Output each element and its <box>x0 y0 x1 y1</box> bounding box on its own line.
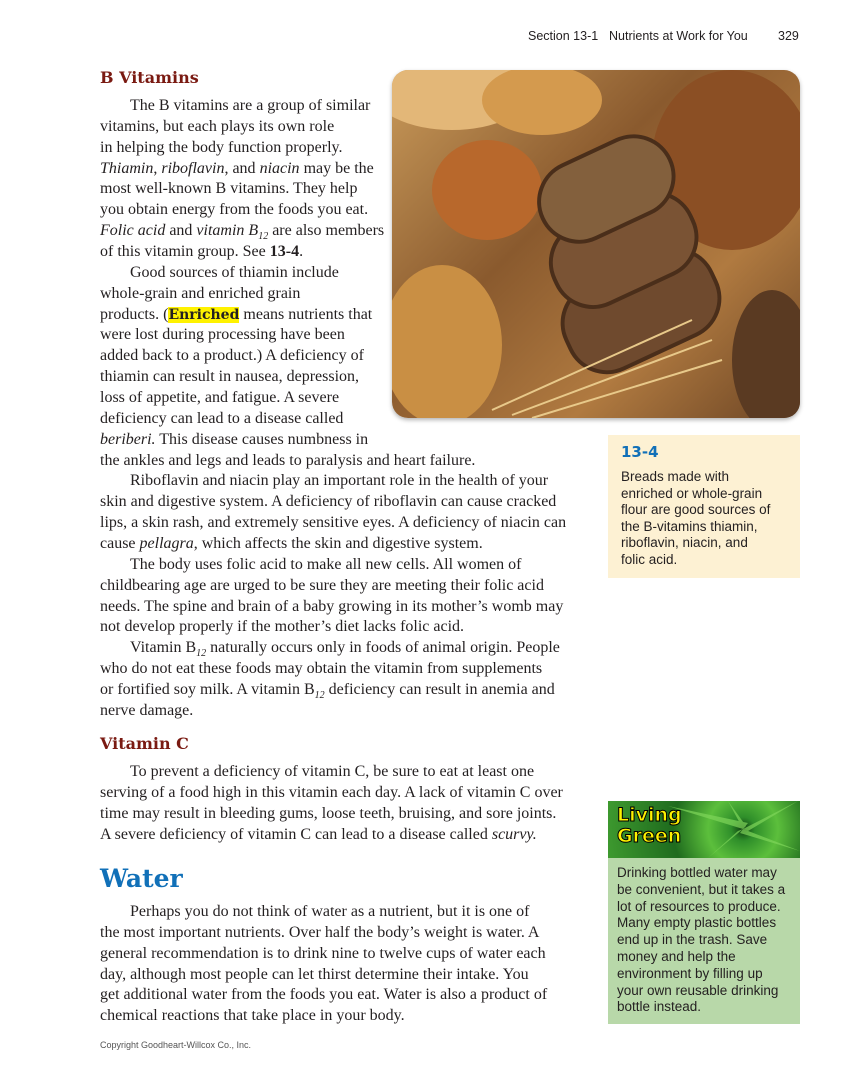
text-line <box>100 783 563 804</box>
text-segment: day, although most people can let thirst determine their intake. You <box>100 965 529 983</box>
text-segment: riboflavin <box>161 159 225 177</box>
text-line <box>100 944 547 965</box>
text-line <box>100 701 566 722</box>
text-segment: were lost during processing have been <box>100 326 345 344</box>
text-segment: beriberi. <box>100 430 156 448</box>
heading-vitamin-c: Vitamin C <box>100 734 189 753</box>
text-segment: Folic acid <box>100 222 166 240</box>
subscript: 12 <box>196 648 207 660</box>
text-segment: vitamin B <box>196 222 259 240</box>
text-line <box>100 471 566 492</box>
figure-caption-box <box>608 435 800 578</box>
text-line <box>100 659 566 680</box>
text-segment: who do not eat these foods may obtain the vitamin from supplements <box>100 660 543 678</box>
text-segment: Good sources of thiamin include <box>130 263 339 281</box>
text-segment: the most important nutrients. Over half the body’s weight is water. A <box>100 923 540 941</box>
text-segment: nerve damage. <box>100 701 194 719</box>
text-segment: This disease causes numbness in <box>155 430 369 448</box>
text-line <box>100 985 547 1006</box>
bread-photo <box>392 70 800 418</box>
text-segment: you obtain energy from the foods you eat. <box>100 201 369 219</box>
bread-bun <box>432 140 542 240</box>
text-segment: general recommendation is to drink nine to twelve cups of water each <box>100 944 546 962</box>
text-line <box>100 762 563 783</box>
text-segment: vitamins, but each plays its own role <box>100 117 335 135</box>
text-segment: Thiamin <box>100 159 154 177</box>
bread-illustration <box>392 70 800 418</box>
living-green-banner <box>608 801 800 858</box>
text-segment: serving of a food high in this vitamin each day. A lack of vitamin C over <box>100 783 563 801</box>
text-segment: whole-grain and enriched grain <box>100 284 301 302</box>
figure-number: 13-4 <box>621 443 659 461</box>
text-line <box>100 680 566 701</box>
text-segment: most well-known B vitamins. They help <box>100 180 358 198</box>
text-segment: not develop properly if the mother’s diet lacks folic acid. <box>100 618 465 636</box>
text-line <box>100 534 566 555</box>
text-segment: , and <box>224 159 260 177</box>
subscript: 12 <box>258 231 269 243</box>
heading-b-vitamins: B Vitamins <box>100 68 199 87</box>
text-line <box>100 804 563 825</box>
text-segment: needs. The spine and brain of a baby growing in its mother’s womb may <box>100 597 564 615</box>
text-segment: deficiency can lead to a disease called <box>100 409 344 427</box>
text-segment: loss of appetite, and fatigue. A severe <box>100 389 340 407</box>
text-segment: of this vitamin group. See <box>100 243 270 261</box>
text-segment: , <box>153 159 162 177</box>
text-line <box>100 555 566 576</box>
text-segment: Perhaps you do not think of water as a nutrient, but it is one of <box>130 903 530 920</box>
text-segment: the ankles and legs and leads to paralysis and heart failure. <box>100 451 476 469</box>
text-line <box>100 451 566 472</box>
copyright: Copyright Goodheart-Willcox Co., Inc. <box>100 1040 252 1050</box>
seeded-roll <box>392 265 502 418</box>
text-segment: pellagra <box>139 535 194 553</box>
living-green-title: Living Green <box>617 804 682 847</box>
page-number: 329 <box>778 29 799 43</box>
text-segment: are also members <box>268 222 385 240</box>
vitamin-c-text <box>100 762 563 845</box>
text-segment: and <box>165 222 197 240</box>
text-segment: 13-4 <box>269 243 300 261</box>
text-segment: skin and digestive system. A deficiency of riboflavin can cause cracked <box>100 493 557 511</box>
text-line <box>100 617 566 638</box>
living-green-text: Drinking bottled water may be convenient, but it takes a lot of resources to produce. Many empty plastic bottles end up in the trash. Save money and help the environment by filling up your own reusable drinking bottle instead. <box>617 865 786 1015</box>
text-segment: A severe deficiency of vitamin C can lead to a disease called <box>100 825 492 843</box>
text-segment: chemical reactions that take place in your body. <box>100 1007 405 1025</box>
text-segment: The body uses folic acid to make all new cells. All women of <box>130 555 522 573</box>
living-green-box <box>608 801 800 1024</box>
text-line <box>100 902 547 923</box>
text-line <box>100 923 547 944</box>
text-segment: The B vitamins are a group of similar <box>130 97 371 114</box>
text-segment: added back to a product.) A deficiency of <box>100 347 364 365</box>
text-segment: products. ( <box>100 305 169 323</box>
text-line <box>100 492 566 513</box>
text-segment: may be the <box>299 159 374 177</box>
text-line <box>100 1006 547 1027</box>
text-line <box>100 825 563 846</box>
running-header-section: Section 13-1 <box>528 29 599 43</box>
text-line <box>100 638 566 659</box>
text-segment: . <box>299 243 304 261</box>
text-line <box>100 430 566 451</box>
text-segment: cause <box>100 535 140 553</box>
text-line <box>100 576 566 597</box>
water-text <box>100 902 547 1027</box>
text-segment: lips, a skin rash, and extremely sensitive eyes. A deficiency of niacin can <box>100 514 567 532</box>
text-segment: scurvy. <box>491 825 537 843</box>
text-segment: or fortified soy milk. A vitamin B <box>100 681 315 699</box>
text-segment: get additional water from the foods you eat. Water is also a product of <box>100 986 548 1004</box>
bread-roll <box>482 70 602 135</box>
subscript: 12 <box>314 690 325 702</box>
text-segment: Vitamin B <box>130 639 197 657</box>
text-segment: , which affects the skin and digestive system. <box>193 535 483 553</box>
text-line <box>100 597 566 618</box>
text-line <box>100 965 547 986</box>
heading-water: Water <box>100 864 183 893</box>
highlighted-term: Enriched <box>168 306 240 323</box>
running-header-title: Nutrients at Work for You <box>609 29 748 43</box>
figure-caption: Breads made with enriched or whole-grain flour are good sources of the B-vitamins thiamin, riboflavin, niacin, and folic acid. <box>621 469 771 567</box>
text-segment: in helping the body function properly. <box>100 138 343 156</box>
text-segment: means nutrients that <box>239 305 373 323</box>
text-segment: deficiency can result in anemia and <box>324 681 555 699</box>
text-segment: Riboflavin and niacin play an important role in the health of your <box>130 472 549 490</box>
text-segment: To prevent a deficiency of vitamin C, be sure to eat at least one <box>130 763 535 780</box>
text-line <box>100 513 566 534</box>
text-segment: niacin <box>259 159 300 177</box>
text-segment: naturally occurs only in foods of animal origin. People <box>206 639 560 657</box>
dark-loaf <box>732 290 800 418</box>
text-segment: time may result in bleeding gums, loose teeth, bruising, and sore joints. <box>100 804 557 822</box>
text-segment: thiamin can result in nausea, depression, <box>100 368 360 386</box>
text-segment: childbearing age are urged to be sure they are meeting their folic acid <box>100 576 544 594</box>
